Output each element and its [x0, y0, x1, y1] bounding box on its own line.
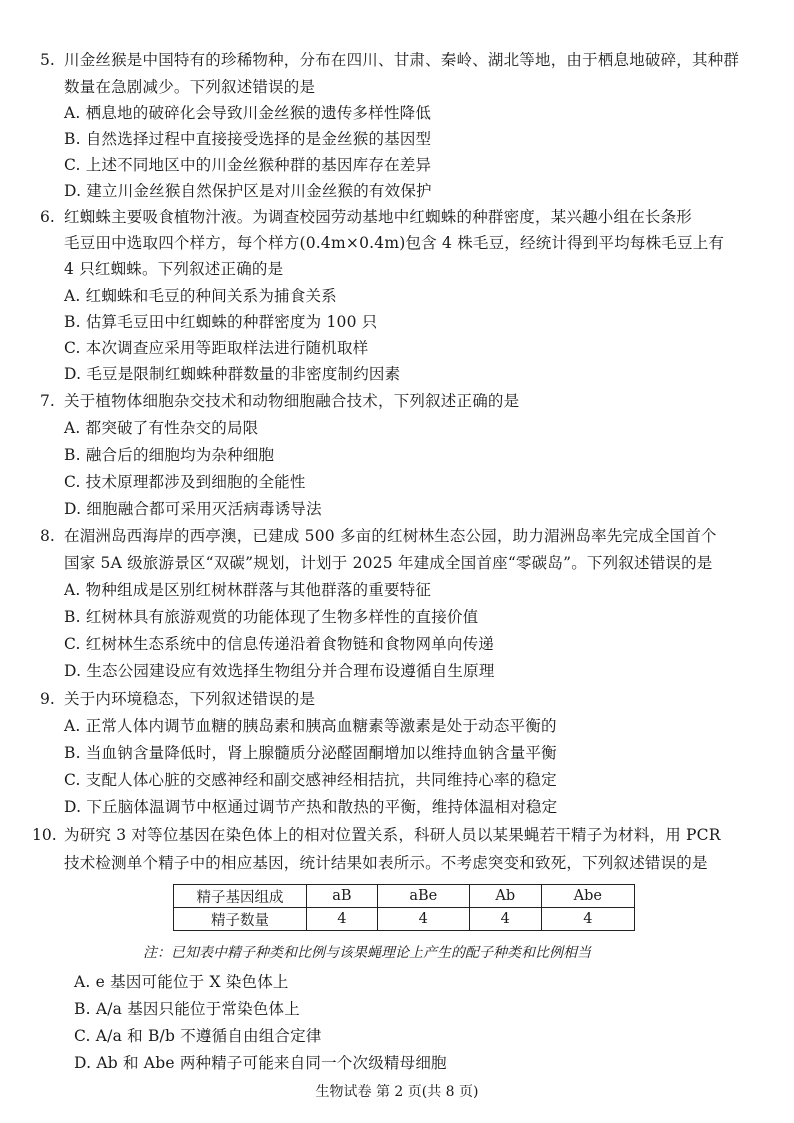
option-b: B. 估算毛豆田中红蜘蛛的种群密度为 100 只 — [64, 313, 378, 331]
question-stem-line: 数量在急剧减少。下列叙述错误的是 — [64, 78, 316, 96]
table-row — [174, 885, 635, 908]
question-stem-line: 红蜘蛛主要吸食植物汁液。为调查校园劳动基地中红蜘蛛的种群密度，某兴趣小组在长条形 — [64, 208, 693, 226]
option-d: D. 建立川金丝猴自然保护区是对川金丝猴的有效保护 — [64, 182, 432, 200]
question-stem-line: 为研究 3 对等位基因在染色体上的相对位置关系，科研人员以某果蝇若干精子为材料，用 PCR — [64, 826, 721, 844]
question-number: 8. — [40, 527, 55, 545]
page-footer: 生物试卷 第 2 页(共 8 页) — [315, 1084, 479, 1100]
question-stem-line: 关于植物体细胞杂交技术和动物细胞融合技术，下列叙述正确的是 — [64, 392, 520, 410]
question-number: 9. — [40, 690, 55, 708]
question-stem-line: 在湄洲岛西海岸的西亭澳，已建成 500 多亩的红树林生态公园，助力湄洲岛率先完成全国首个 — [64, 527, 717, 545]
question-number: 5. — [40, 51, 55, 69]
column-header: Ab — [469, 885, 541, 908]
option-b: B. 自然选择过程中直接接受选择的是金丝猴的基因型 — [64, 130, 432, 148]
option-d: D. 下丘脑体温调节中枢通过调节产热和散热的平衡，维持体温相对稳定 — [64, 798, 558, 816]
question-stem-line: 关于内环境稳态，下列叙述错误的是 — [64, 690, 316, 708]
option-d: D. 毛豆是限制红蜘蛛种群数量的非密度制约因素 — [64, 365, 401, 383]
table-cell: 4 — [541, 908, 634, 931]
column-header: aBe — [377, 885, 469, 908]
option-d: D. 生态公园建设应有效选择生物组分并合理布设遵循自生原理 — [64, 662, 495, 680]
option-b: B. 融合后的细胞均为杂种细胞 — [64, 446, 275, 464]
table-row — [174, 908, 635, 931]
question-stem-line: 国家 5A 级旅游景区“双碳”规划，计划于 2025 年建成全国首座“零碳岛”。下列叙述错误的是 — [64, 554, 713, 572]
question-stem-line: 川金丝猴是中国特有的珍稀物种，分布在四川、甘肃、秦岭、湖北等地，由于栖息地破碎，其种群 — [64, 51, 740, 69]
option-c: C. A/a 和 B/b 不遵循自由组合定律 — [74, 1027, 322, 1045]
option-b: B. 红树林具有旅游观赏的功能体现了生物多样性的直接价值 — [64, 608, 479, 626]
option-d: D. 细胞融合都可采用灭活病毒诱导法 — [64, 500, 322, 518]
table-cell: 4 — [377, 908, 469, 931]
question-stem-line: 技术检测单个精子中的相应基因，统计结果如表所示。不考虑突变和致死，下列叙述错误的是 — [64, 854, 708, 872]
option-a: A. 都突破了有性杂交的局限 — [64, 419, 259, 437]
option-c: C. 支配人体心脏的交感神经和副交感神经相拮抗，共同维持心率的稳定 — [64, 771, 557, 789]
table-cell: 4 — [307, 908, 378, 931]
question-stem-line: 4 只红蜘蛛。下列叙述正确的是 — [64, 260, 284, 278]
option-a: A. 正常人体内调节血糖的胰岛素和胰高血糖素等激素是处于动态平衡的 — [64, 717, 557, 735]
option-a: A. 栖息地的破碎化会导致川金丝猴的遗传多样性降低 — [64, 104, 432, 122]
option-b: B. 当血钠含量降低时，肾上腺髓质分泌醛固酮增加以维持血钠含量平衡 — [64, 744, 557, 762]
option-c: C. 红树林生态系统中的信息传递沿着食物链和食物网单向传递 — [64, 635, 494, 653]
option-b: B. A/a 基因只能位于常染色体上 — [74, 1000, 300, 1018]
table-cell: 4 — [469, 908, 541, 931]
row-header: 精子基因组成 — [174, 885, 307, 908]
column-header: Abe — [541, 885, 634, 908]
question-number: 10. — [32, 826, 57, 844]
question-stem-line: 毛豆田中选取四个样方，每个样方(0.4m×0.4m)包含 4 株毛豆，经统计得到平均每株毛豆上有 — [64, 234, 725, 252]
option-c: C. 技术原理都涉及到细胞的全能性 — [64, 473, 306, 491]
option-d: D. Ab 和 Abe 两种精子可能来自同一个次级精母细胞 — [74, 1054, 447, 1072]
column-header: aB — [307, 885, 378, 908]
sperm-gene-table — [173, 884, 635, 931]
question-number: 7. — [40, 392, 55, 410]
option-a: A. 红蜘蛛和毛豆的种间关系为捕食关系 — [64, 287, 337, 305]
question-number: 6. — [40, 208, 55, 226]
option-a: A. 物种组成是区别红树林群落与其他群落的重要特征 — [64, 581, 432, 599]
table-note: 注：已知表中精子种类和比例与该果蝇理论上产生的配子种类和比例相当 — [143, 945, 591, 961]
row-header: 精子数量 — [174, 908, 307, 931]
option-a: A. e 基因可能位于 X 染色体上 — [74, 973, 289, 991]
option-c: C. 上述不同地区中的川金丝猴种群的基因库存在差异 — [64, 156, 432, 174]
option-c: C. 本次调查应采用等距取样法进行随机取样 — [64, 339, 369, 357]
